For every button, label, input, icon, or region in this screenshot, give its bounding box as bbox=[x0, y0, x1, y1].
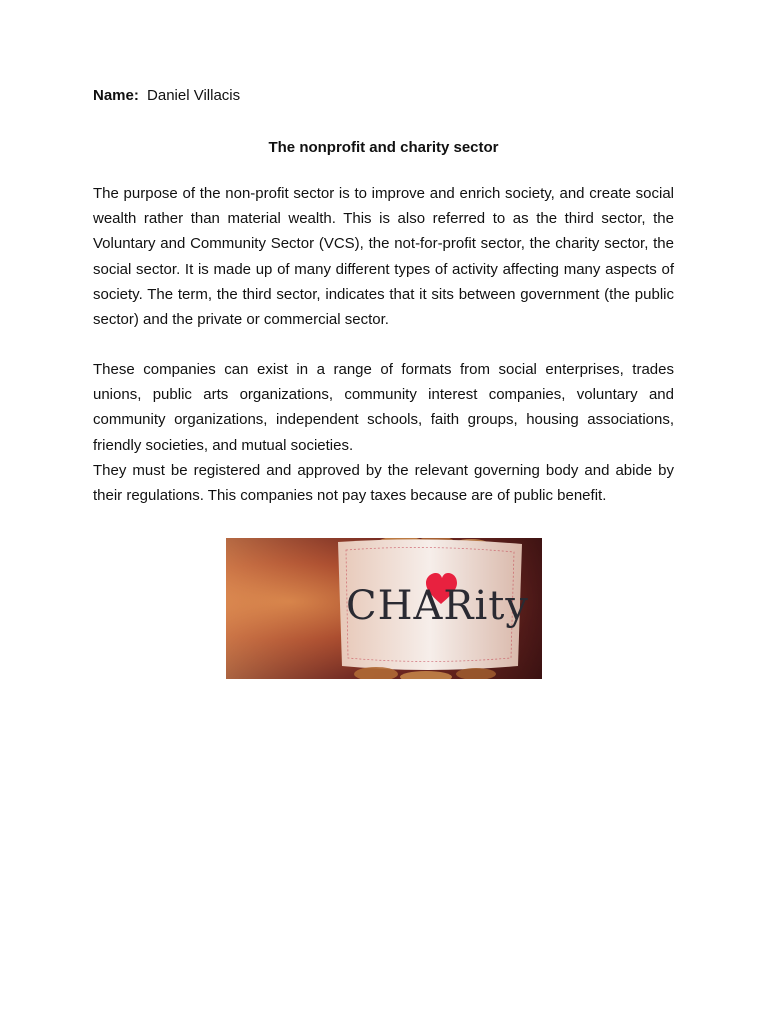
paragraph-formats: These companies can exist in a range of formats from social enterprises, trades unions, public arts organizations, community interest companies, voluntary and community organizations, independent schools, faith groups, housing associations, friendly societies, and mutual societies. bbox=[93, 361, 674, 454]
author-line bbox=[93, 86, 240, 106]
name-value: Daniel Villacis bbox=[147, 87, 241, 104]
document-title: The nonprofit and charity sector bbox=[268, 139, 499, 156]
jar-label-text: CHARity bbox=[346, 583, 529, 629]
charity-jar-photo bbox=[226, 538, 542, 679]
paragraph-purpose: The purpose of the non-profit sector is to improve and enrich society, and create social wealth rather than material wealth. This is also referred to as the third sector, the Voluntary and Community Sector (VCS), the not-for-profit sector, the charity sector, the social sector. It is made up of many different types of activity affecting many aspects of society. The term, the third sector, indicates that it sits between government (the public sector) and the private or commercial sector. bbox=[93, 185, 674, 329]
paragraph-registration: They must be registered and approved by the relevant governing body and abide by their regulations. This companies not pay taxes because are of public benefit. bbox=[93, 462, 674, 505]
name-label: Name: bbox=[93, 87, 139, 104]
